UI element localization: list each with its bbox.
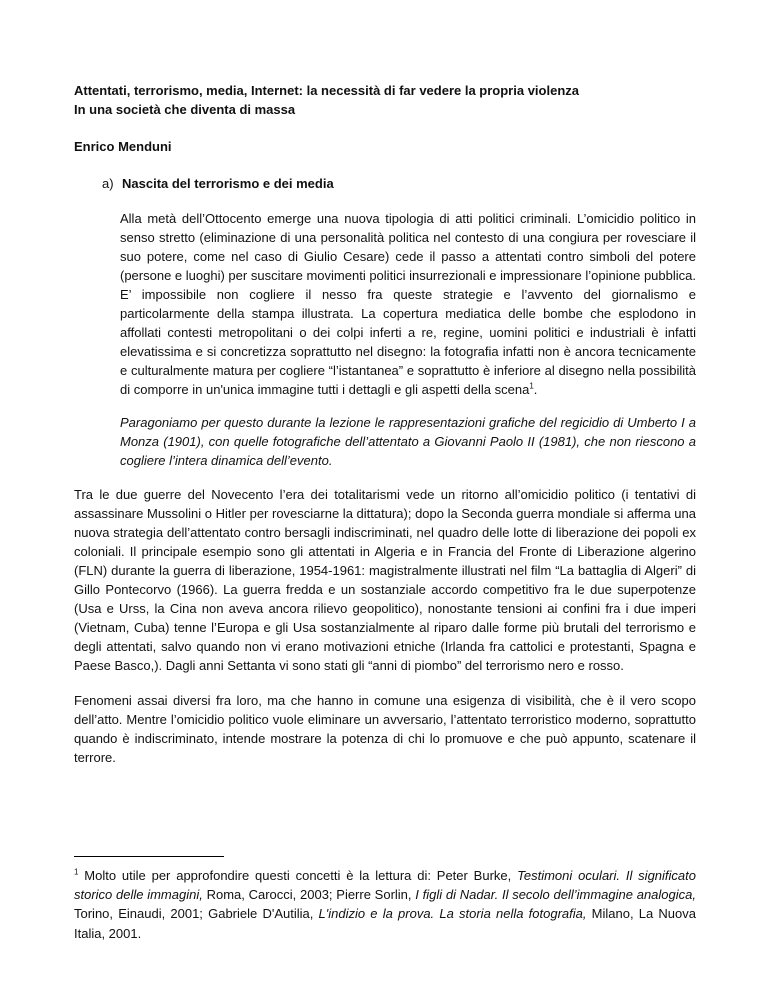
footnote-number: 1 bbox=[74, 867, 79, 877]
title-line-2: In una società che diventa di massa bbox=[74, 101, 296, 117]
footnote-text-1: Molto utile per approfondire questi concetti è la lettura di: Peter Burke, bbox=[78, 868, 518, 883]
paragraph-2: Tra le due guerre del Novecento l’era dei totalitarismi vede un ritorno all’omicidio politico (i tentativi di assassinare Mussolini o Hitler per rovesciarne la dittatura); dopo la Seconda guerra mondiale si afferma una nuova strategia dell’attentato contro bersagli indiscriminati, nel quadro delle lotte di liberazione dei popoli ex coloniali. Il principale esempio sono gli attentati in Algeria e in Francia del Fronte di Liberazione algerino (FLN) durante la guerra di liberazione, 1954-1961: magistralmente illustrati nel film “La battaglia di Algeri” di Gillo Pontecorvo (1966). La guerra fredda e un sostanziale accordo competitivo fra le due superpotenze (Usa e Urss, la Cina non aveva ancora rilievo geopolitico), nonostante tensioni ai confini fra i due imperi (Vietnam, Cuba) tenne l’Europa e gli Usa sostanzialmente al riparo dalle forme più brutali del terrorismo e degli attentati, salvo quando non vi erano motivazioni etniche (Irlanda fra cattolici e protestanti, Spagna e Paese Basco,). Dagli anni Settanta vi sono stati gli “anni di piombo” del terrorismo nero e rosso. bbox=[74, 487, 696, 674]
section-number: a) bbox=[102, 175, 114, 191]
footnote-title-1: Testimoni oculari. Il significato storico delle immagini, bbox=[74, 868, 696, 903]
paragraph-1-end: . bbox=[533, 381, 538, 397]
title-line-1: Attentati, terrorismo, media, Internet: la necessità di far vedere la propria violenza bbox=[74, 83, 579, 98]
footnote-ref[interactable]: 1 bbox=[529, 381, 534, 391]
footnote-title-3: L'indizio e la prova. La storia nella fotografia, bbox=[318, 906, 587, 922]
footnote-title-2: I figli di Nadar. Il secolo dell’immagine analogica, bbox=[415, 887, 696, 903]
footnote-text-2: Roma, Carocci, 2003; Pierre Sorlin, bbox=[202, 887, 416, 903]
paragraph-3: Fenomeni assai diversi fra loro, ma che hanno in comune una esigenza di visibilità, che è il vero scopo dell’atto. Mentre l’omicidio politico vuole eliminare un avversario, l’attentato terroristico moderno, soprattutto quando è indiscriminato, intende mostrare la potenza di chi lo promuove e che può appunto, scatenare il terrore. bbox=[74, 693, 696, 766]
section-body bbox=[120, 210, 696, 400]
footnote bbox=[74, 866, 696, 943]
footnote-text-4: Milano, La Nuova Italia, 2001. bbox=[74, 906, 696, 941]
author-name: Enrico Menduni bbox=[74, 138, 172, 154]
paragraph-1 bbox=[120, 210, 696, 400]
paragraph-1-text: Alla metà dell’Ottocento emerge una nuova tipologia di atti politici criminali. L’omicidio politico in senso stretto (eliminazione di una personalità politica nel contesto di una congiura per rovesciare il suo potere, come nel caso di Giulio Cesare) cede il passo a attentati contro simboli del potere (persone e luoghi) per suscitare movimenti politici insurrezionali e impressionare l’opinione pubblica. E’ impossibile non cogliere il nesso fra queste strategie e l’avvento del giornalismo e particolarmente della stampa illustrata. La copertura mediatica delle bombe che esplodono in affollati contesti metropolitani o dei colpi inferti a re, regine, uomini politici e industriali è infatti elevatissima e si concretizza soprattutto nel disegno: la fotografia infatti non è ancora tecnicamente e culturalmente matura per cogliere “l’istantanea” e soprattutto è inferiore al disegno nella possibilità di comporre in un'unica immagine tutti i dettagli e gli aspetti della scena bbox=[120, 210, 696, 397]
footnote-separator bbox=[74, 856, 224, 857]
footnote-text-3: Torino, Einaudi, 2001; Gabriele D'Autilia, bbox=[74, 906, 319, 922]
section-title: Nascita del terrorismo e dei media bbox=[122, 175, 334, 191]
italic-note: Paragoniamo per questo durante la lezione le rappresentazioni grafiche del regicidio di Umberto I a Monza (1901), con quelle fotografiche dell’attentato a Giovanni Paolo II (1981), che non riescono a cogliere l’intera dinamica dell’evento. bbox=[120, 414, 696, 468]
section-heading bbox=[102, 175, 696, 194]
